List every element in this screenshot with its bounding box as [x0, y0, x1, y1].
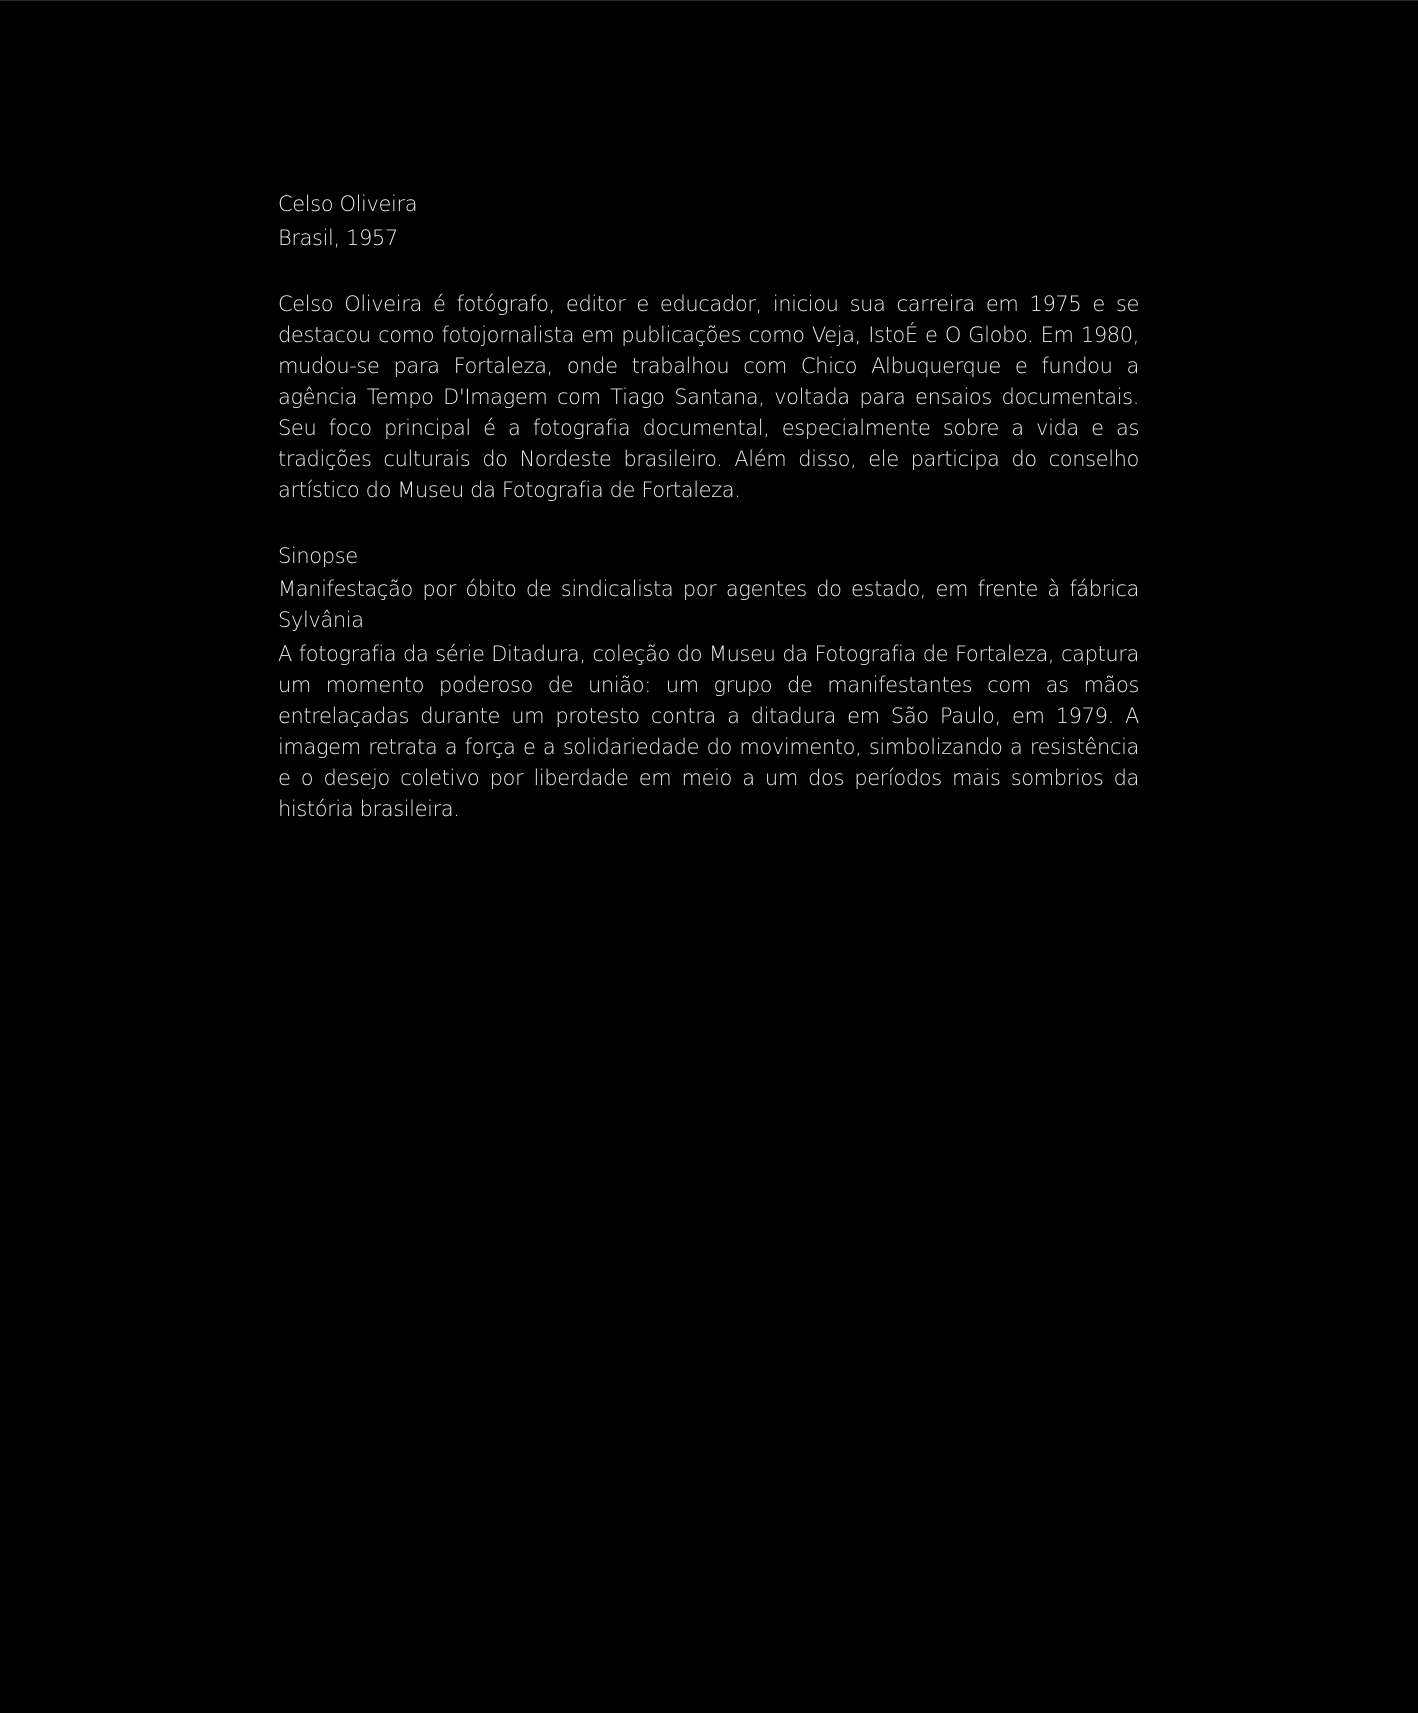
artist-name: Celso Oliveira	[278, 192, 418, 216]
synopsis-title: Manifestação por óbito de sindicalista por agentes do estado, em frente à fábrica Sylvânia	[278, 577, 1139, 632]
artist-origin: Brasil, 1957	[278, 226, 398, 250]
artist-bio: Celso Oliveira é fotógrafo, editor e educador, iniciou sua carreira em 1975 e se destacou como fotojornalista em publicações como Veja, IstoÉ e O Globo. Em 1980, mudou-se para Fortaleza, onde trabalhou com Chico Albuquerque e fundou a agência Tempo D'Imagem com Tiago Santana, voltada para ensaios documentais. Seu foco principal é a fotografia documental, especialmente sobre a vida e as tradições culturais do Nordeste brasileiro. Além disso, ele participa do conselho artístico do Museu da Fotografia de Fortaleza.	[278, 292, 1139, 502]
artist-meta	[278, 187, 1139, 255]
synopsis-text: A fotografia da série Ditadura, coleção do Museu da Fotografia de Fortaleza, captura um momento poderoso de união: um grupo de manifestantes com as mãos entrelaçadas durante um protesto contra a ditadura em São Paulo, em 1979. A imagem retrata a força e a solidariedade do movimento, simbolizando a resistência e o desejo coletivo por liberdade em meio a um dos períodos mais sombrios da história brasileira.	[278, 642, 1139, 821]
artist-text-panel	[278, 187, 1139, 825]
synopsis-label: Sinopse	[278, 544, 358, 568]
